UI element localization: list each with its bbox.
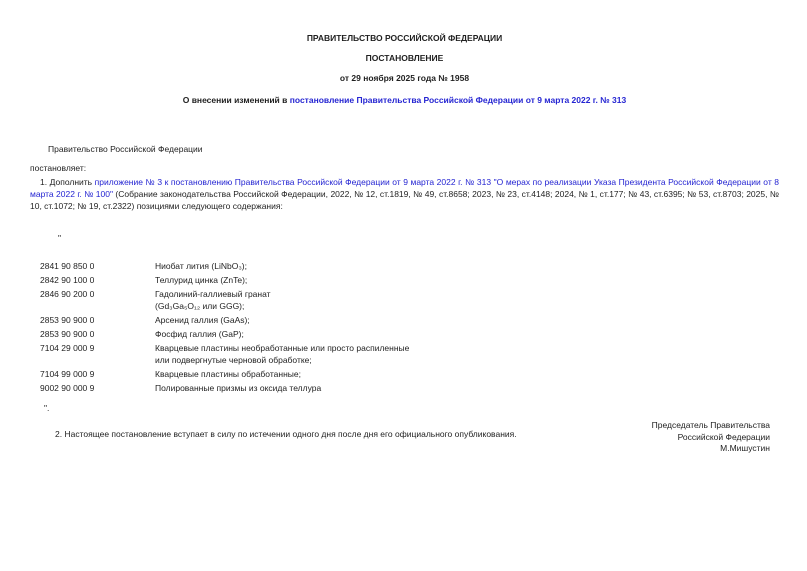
- item-code: 7104 99 000 9: [40, 369, 95, 379]
- document-title: [30, 94, 779, 106]
- preamble-paragraph: Правительство Российской Федерации: [48, 144, 203, 154]
- list-item: [30, 382, 779, 394]
- item-code: 7104 29 000 9: [40, 343, 95, 353]
- positions-list: [30, 260, 779, 394]
- clause-1-paragraph: [30, 176, 779, 212]
- item-code: 2846 90 200 0: [40, 289, 95, 299]
- item-description: Арсенид галлия (GaAs);: [155, 315, 250, 325]
- item-description: Кварцевые пластины необработанные или просто распиленные или подвергнутые черновой обработке;: [155, 343, 410, 365]
- list-item: [30, 274, 779, 286]
- title-text: О внесении изменений в: [182, 95, 290, 105]
- opening-quote-mark: ": [58, 233, 62, 243]
- document-type: ПОСТАНОВЛЕНИЕ: [365, 53, 444, 63]
- title-link-postanovlenie-313[interactable]: постановление Правительства Российской Федерации от 9 марта 2022 г. № 313: [289, 95, 627, 105]
- list-item: [30, 328, 779, 340]
- clause-2-paragraph: 2. Настоящее постановление вступает в силу по истечении одного дня после дня его официального опубликования.: [55, 429, 517, 439]
- item-description: Ниобат лития (LiNbO₃);: [155, 261, 247, 271]
- clause-1-tail: (Собрание законодательства Российской Федерации, 2022, № 12, ст.1819, № 49, ст.8658; 2023, № 23, ст.4148; 2024, № 1, ст.177; № 43, ст.6395; № 53, ст.8703; 2025, № 10, ст.1072; № 19, ст.2322) позициями следующего содержания:: [30, 189, 780, 211]
- item-code: 2841 90 850 0: [40, 261, 95, 271]
- item-description: Гадолиний-галлиевый гранат (Gd₃Ga₅O₁₂ или GGG);: [155, 289, 271, 311]
- clause-1-lead: 1. Дополнить: [40, 177, 95, 187]
- list-item: [30, 288, 779, 312]
- issuing-authority: ПРАВИТЕЛЬСТВО РОССИЙСКОЙ ФЕДЕРАЦИИ: [306, 33, 503, 43]
- list-item: [30, 260, 779, 272]
- document-date-number: от 29 ноября 2025 года № 1958: [339, 73, 470, 83]
- document-header: [30, 28, 779, 88]
- clause-1-link-prilozhenie-3[interactable]: приложение № 3 к постановлению Правительства Российской Федерации от 9 марта 2022 г. № 313 "О мерах по реализации Указа Президента Российской Федерации от 8 марта 2022 г. № 100": [30, 177, 779, 199]
- item-code: 9002 90 000 9: [40, 383, 95, 393]
- signature-position-line: Председатель Правительства: [651, 420, 770, 430]
- signature-position-line2: Российской Федерации: [677, 431, 770, 442]
- item-description: Кварцевые пластины обработанные;: [155, 369, 301, 379]
- closing-quote-mark: ".: [44, 403, 50, 413]
- item-code: 2853 90 900 0: [40, 329, 95, 339]
- item-description: Теллурид цинка (ZnTe);: [155, 275, 248, 285]
- item-description: Фосфид галлия (GaP);: [155, 329, 244, 339]
- item-code: 2842 90 100 0: [40, 275, 95, 285]
- signature-name: М.Мишустин: [720, 443, 770, 453]
- signature-block: [652, 420, 770, 455]
- item-description: Полированные призмы из оксида теллура: [155, 383, 322, 393]
- list-item: [30, 342, 779, 366]
- resolves-line: постановляет:: [30, 163, 87, 173]
- list-item: [30, 314, 779, 326]
- list-item: [30, 368, 779, 380]
- item-code: 2853 90 900 0: [40, 315, 95, 325]
